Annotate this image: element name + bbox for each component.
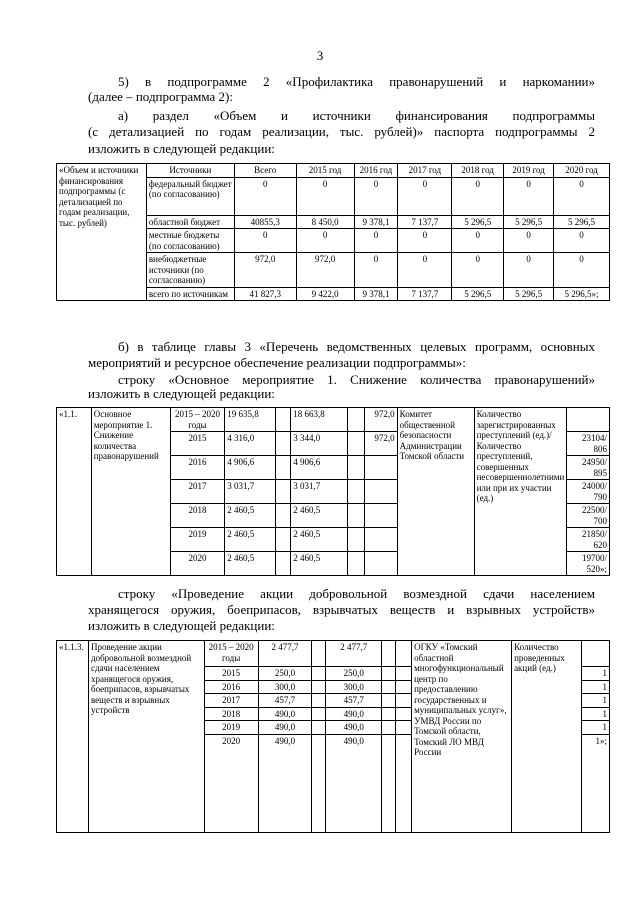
empty-cell: [276, 456, 291, 480]
period-cell: 2015: [170, 432, 225, 456]
value-cell: 0: [296, 177, 354, 215]
regional-cell: 3 344,0: [291, 432, 348, 456]
value-cell: 0: [354, 229, 398, 253]
value-cell: 9 378,1: [354, 287, 398, 301]
financing-table: [56, 163, 610, 301]
intro-line-4: (с детализацией по годам реализации, тыс. рублей)» паспорта подпрограммы 2: [88, 124, 595, 139]
empty-cell: [276, 408, 291, 432]
header-cell: 2015 год: [296, 164, 354, 178]
regional-cell: 300,0: [326, 680, 382, 694]
empty-cell: [312, 721, 326, 735]
value-cell: 972,0: [296, 253, 354, 288]
period-cell: 2018: [170, 504, 225, 528]
header-cell: 2020 год: [554, 164, 610, 178]
indicator-cell: Количество проведенных акций (ед.): [512, 641, 582, 833]
value-cell: 5 296,5»;: [554, 287, 610, 301]
empty-cell: [347, 456, 364, 480]
value-cell: 0: [504, 229, 554, 253]
regional-cell: 457,7: [326, 694, 382, 708]
intro-line-1: 5) в подпрограмме 2 «Профилактика правонарушений и наркомании»: [118, 74, 595, 89]
value-cell: 0: [452, 229, 504, 253]
total-cell: 4 906,6: [225, 456, 276, 480]
indicator-cell: Количество зарегистрированных преступлений (ед.)/ Количество преступлений, совершенных несовершеннолетними или при их участии (ед.): [474, 408, 567, 576]
indicator-value: 24950/ 895: [567, 456, 610, 480]
source-cell: внебюджетные источники (по согласованию): [146, 253, 234, 288]
value-cell: 0: [234, 177, 296, 215]
header-cell: Источники: [146, 164, 234, 178]
value-cell: 40855,3: [234, 215, 296, 229]
total-cell: 4 316,0: [225, 432, 276, 456]
indicator-value: 21850/ 620: [567, 528, 610, 552]
row-number: «1.1.3.: [57, 641, 89, 833]
empty-cell: [396, 680, 412, 694]
period-cell: 2019: [170, 528, 225, 552]
period-cell: 2017: [204, 694, 258, 708]
indicator-value: 23104/ 806: [567, 432, 610, 456]
indicator-value: 1: [581, 694, 609, 708]
value-cell: 0: [554, 177, 610, 215]
measure-1-table: [56, 407, 610, 576]
offbudget-cell: [364, 456, 397, 480]
source-cell: федеральный бюджет (по согласованию): [146, 177, 234, 215]
regional-cell: 490,0: [326, 707, 382, 721]
empty-cell: [312, 680, 326, 694]
regional-cell: 490,0: [326, 721, 382, 735]
total-cell: 250,0: [258, 667, 312, 681]
value-cell: 0: [554, 229, 610, 253]
value-cell: 9 422,0: [296, 287, 354, 301]
header-cell: 2017 год: [398, 164, 452, 178]
empty-cell: [396, 734, 412, 832]
intro-line-5: изложить в следующей редакции:: [88, 141, 275, 156]
regional-cell: 3 031,7: [291, 480, 348, 504]
value-cell: 0: [398, 229, 452, 253]
header-cell: 2019 год: [504, 164, 554, 178]
regional-cell: 4 906,6: [291, 456, 348, 480]
period-cell: 2016: [204, 680, 258, 694]
empty-cell: [276, 528, 291, 552]
value-cell: 0: [398, 177, 452, 215]
regional-cell: 2 460,5: [291, 504, 348, 528]
period-cell: 2020: [204, 734, 258, 832]
value-cell: 7 137,7: [398, 215, 452, 229]
offbudget-cell: [364, 480, 397, 504]
value-cell: 0: [452, 253, 504, 288]
section-c-line-2: хранящегося оружия, боеприпасов, взрывчатых веществ и взрывных устройств»: [88, 602, 595, 617]
total-cell: 490,0: [258, 721, 312, 735]
indicator-value: 1»;: [581, 734, 609, 832]
section-b-line-4: изложить в следующей редакции:: [88, 386, 275, 401]
value-cell: 5 296,5: [452, 287, 504, 301]
offbudget-cell: [364, 528, 397, 552]
value-cell: 0: [504, 253, 554, 288]
empty-cell: [382, 667, 396, 681]
regional-cell: 490,0: [326, 734, 382, 832]
section-c-line-1: строку «Проведение акции добровольной возмездной сдачи населением: [118, 586, 595, 601]
executor-cell: ОГКУ «Томский областной многофункциональный центр по предоставлению государственных и муниципальных услуг», УМВД России по Томской области, Томский ЛО МВД России: [412, 641, 512, 833]
header-cell: Всего: [234, 164, 296, 178]
empty-cell: [396, 694, 412, 708]
intro-line-3: а) раздел «Объем и источники финансирования подпрограммы: [118, 108, 595, 123]
empty-cell: [312, 641, 326, 667]
row-number: «1.1.: [57, 408, 92, 576]
period-cell: 2015 – 2020 годы: [204, 641, 258, 667]
value-cell: 0: [296, 229, 354, 253]
empty-cell: [276, 432, 291, 456]
empty-cell: [396, 667, 412, 681]
page-number: 3: [316, 48, 324, 63]
regional-cell: 2 460,5: [291, 552, 348, 576]
indicator-value: 1: [581, 721, 609, 735]
indicator-value: 1: [581, 707, 609, 721]
empty-cell: [382, 707, 396, 721]
regional-cell: 18 663,8: [291, 408, 348, 432]
empty-cell: [382, 680, 396, 694]
empty-cell: [382, 721, 396, 735]
period-cell: 2020: [170, 552, 225, 576]
section-c-line-3: изложить в следующей редакции:: [88, 618, 275, 633]
value-cell: 0: [452, 177, 504, 215]
empty-cell: [312, 734, 326, 832]
indicator-value: 22500/ 700: [567, 504, 610, 528]
value-cell: 5 296,5: [554, 215, 610, 229]
offbudget-cell: [364, 504, 397, 528]
source-cell: всего по источникам: [146, 287, 234, 301]
value-cell: 0: [398, 253, 452, 288]
total-cell: 19 635,8: [225, 408, 276, 432]
source-cell: местные бюджеты (по согласованию): [146, 229, 234, 253]
total-cell: 2 477,7: [258, 641, 312, 667]
value-cell: 5 296,5: [504, 215, 554, 229]
source-cell: областной бюджет: [146, 215, 234, 229]
regional-cell: 2 460,5: [291, 528, 348, 552]
value-cell: 0: [234, 229, 296, 253]
total-cell: 490,0: [258, 707, 312, 721]
total-cell: 3 031,7: [225, 480, 276, 504]
total-cell: 2 460,5: [225, 552, 276, 576]
empty-cell: [396, 641, 412, 667]
value-cell: 8 450,0: [296, 215, 354, 229]
section-b-line-2: мероприятий и ресурсное обеспечение реализации подпрограммы»:: [88, 355, 466, 370]
measure-name: Проведение акции добровольной возмездной сдачи населением хранящегося оружия, боеприпасов, взрывчатых веществ и взрывных устройств: [88, 641, 204, 833]
period-cell: 2015 – 2020 годы: [170, 408, 225, 432]
value-cell: 972,0: [234, 253, 296, 288]
period-cell: 2019: [204, 721, 258, 735]
value-cell: 5 296,5: [504, 287, 554, 301]
indicator-value: [567, 408, 610, 432]
value-cell: 41 827,3: [234, 287, 296, 301]
empty-cell: [312, 667, 326, 681]
period-cell: 2017: [170, 480, 225, 504]
total-cell: 2 460,5: [225, 504, 276, 528]
total-cell: 2 460,5: [225, 528, 276, 552]
empty-cell: [276, 552, 291, 576]
indicator-value: 19700/ 520»;: [567, 552, 610, 576]
total-cell: 457,7: [258, 694, 312, 708]
empty-cell: [347, 480, 364, 504]
empty-cell: [347, 408, 364, 432]
measure-name: Основное мероприятие 1. Снижение количества правонарушений: [91, 408, 170, 576]
indicator-value: 24000/ 790: [567, 480, 610, 504]
intro-line-2: (далее – подпрограмма 2):: [88, 89, 233, 104]
value-cell: 7 137,7: [398, 287, 452, 301]
section-b-line-1: б) в таблице главы 3 «Перечень ведомственных целевых программ, основных: [118, 339, 595, 354]
offbudget-cell: [364, 552, 397, 576]
total-cell: 300,0: [258, 680, 312, 694]
empty-cell: [276, 480, 291, 504]
value-cell: 5 296,5: [452, 215, 504, 229]
executor-cell: Комитет общественной безопасности Администрации Томской области: [397, 408, 474, 576]
empty-cell: [382, 694, 396, 708]
empty-cell: [396, 707, 412, 721]
empty-cell: [312, 694, 326, 708]
offbudget-cell: 972,0: [364, 408, 397, 432]
financing-label-cell: «Объем и источники финансирования подпрограммы (с детализацией по годам реализации, тыс. рублей): [57, 164, 147, 301]
period-cell: 2015: [204, 667, 258, 681]
indicator-value: 1: [581, 680, 609, 694]
empty-cell: [276, 504, 291, 528]
value-cell: 0: [354, 253, 398, 288]
header-cell: 2016 год: [354, 164, 398, 178]
value-cell: 0: [504, 177, 554, 215]
value-cell: 0: [354, 177, 398, 215]
indicator-value: 1: [581, 667, 609, 681]
regional-cell: 2 477,7: [326, 641, 382, 667]
indicator-value: [581, 641, 609, 667]
header-cell: 2018 год: [452, 164, 504, 178]
empty-cell: [347, 528, 364, 552]
value-cell: 9 378,1: [354, 215, 398, 229]
regional-cell: 250,0: [326, 667, 382, 681]
empty-cell: [347, 504, 364, 528]
empty-cell: [312, 707, 326, 721]
total-cell: 490,0: [258, 734, 312, 832]
empty-cell: [347, 552, 364, 576]
empty-cell: [382, 734, 396, 832]
measure-1-1-3-table: [56, 640, 610, 833]
period-cell: 2016: [170, 456, 225, 480]
empty-cell: [382, 641, 396, 667]
empty-cell: [347, 432, 364, 456]
period-cell: 2018: [204, 707, 258, 721]
offbudget-cell: 972,0: [364, 432, 397, 456]
section-b-line-3: строку «Основное мероприятие 1. Снижение количества правонарушений»: [118, 372, 595, 387]
value-cell: 0: [554, 253, 610, 288]
empty-cell: [396, 721, 412, 735]
